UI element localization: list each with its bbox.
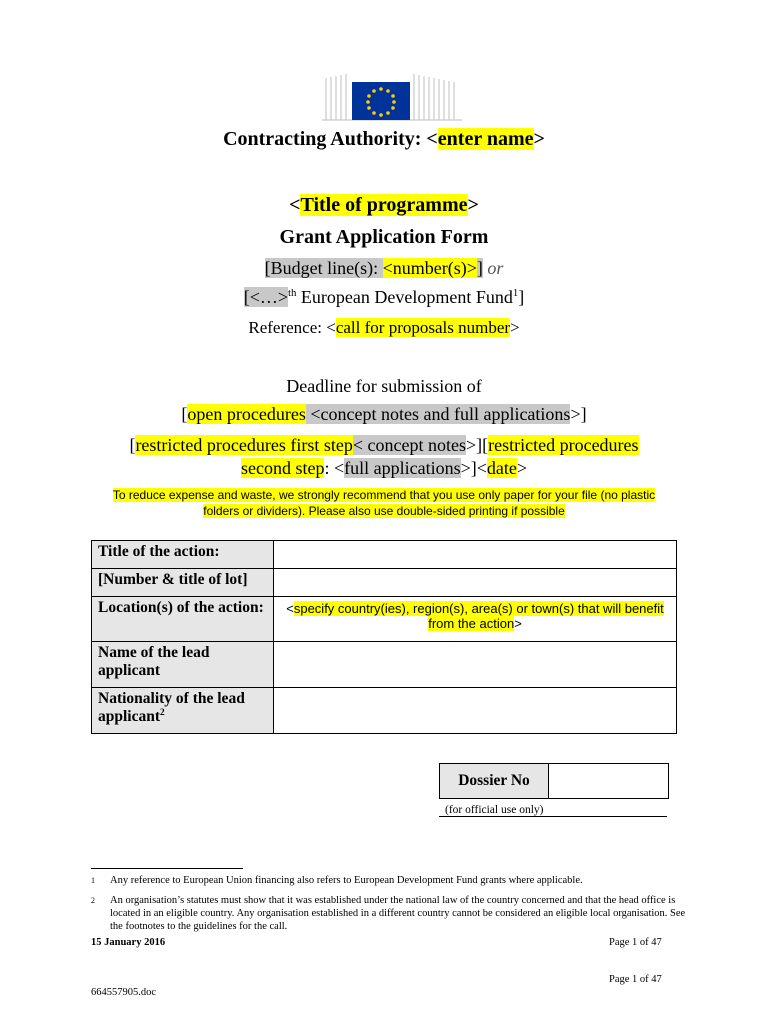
table-label: Location(s) of the action: (92, 597, 274, 642)
dossier-number-field[interactable] (549, 764, 668, 798)
official-use-note: (for official use only) (439, 804, 667, 817)
table-label: Name of the lead applicant (92, 642, 274, 688)
deadline-heading: Deadline for submission of (286, 376, 482, 396)
edf-line: [<…>$^{th}$ European Development Fund$^1$] (243, 287, 525, 307)
table-row (92, 688, 677, 734)
table-row (92, 597, 677, 642)
deadline-open-procedures: [open procedures <concept notes and full applications>] (181, 404, 587, 424)
budget-line: [Budget line(s): <number(s)>] or (264, 258, 504, 278)
deadline-restricted-second: second step: <full applications>]<date> (240, 458, 528, 478)
document-filename: 664557905.doc (91, 987, 157, 998)
footnote-divider (91, 868, 243, 869)
contracting-authority: Contracting Authority: <enter name> (223, 128, 545, 150)
table-label: Title of the action: (92, 541, 274, 569)
lot-field[interactable] (274, 569, 677, 597)
paper-notice: To reduce expense and waste, we strongly recommend that you use only paper for your file (no plastic folders or dividers). Please also use double-sided printing if possible (112, 488, 656, 518)
lead-applicant-name-field[interactable] (274, 642, 677, 688)
document-date: 15 January 2016 (91, 937, 166, 948)
action-table (91, 540, 677, 734)
table-row (92, 642, 677, 688)
form-title: Grant Application Form (279, 226, 489, 248)
european-commission-logo (322, 72, 462, 122)
lead-applicant-nationality-field[interactable] (274, 688, 677, 734)
location-field[interactable]: <specify country(ies), region(s), area(s) or town(s) that will benefit from the action> (274, 597, 677, 642)
footnote-2: 2 An organisation’s statutes must show that it was established under the national law of the country concerned and that the head office is located in an eligible country. Any organisation established in a different country cannot be considered an eligible local organisation. See the footnotes to the guidelines for the call. (91, 895, 686, 932)
programme-title: <Title of programme> (289, 194, 479, 216)
table-label: Nationality of the lead applicant$^2$ (92, 688, 274, 734)
table-row (92, 569, 677, 597)
footnote-1: 1 Any reference to European Union financing also refers to European Development Fund grants where applicable. (91, 875, 583, 886)
title-of-action-field[interactable] (274, 541, 677, 569)
deadline-restricted-first: [restricted procedures first step< concept notes>][restricted procedures (129, 435, 639, 455)
dossier-label: Dossier No (440, 764, 549, 798)
contracting-name: enter name (437, 128, 534, 150)
reference-line: Reference: <call for proposals number> (248, 318, 520, 337)
table-row (92, 541, 677, 569)
page-number-secondary: Page 1 of 47 (609, 974, 662, 985)
table-label: [Number & title of lot] (92, 569, 274, 597)
page-number: Page 1 of 47 (609, 937, 662, 948)
dossier-box (439, 763, 669, 799)
